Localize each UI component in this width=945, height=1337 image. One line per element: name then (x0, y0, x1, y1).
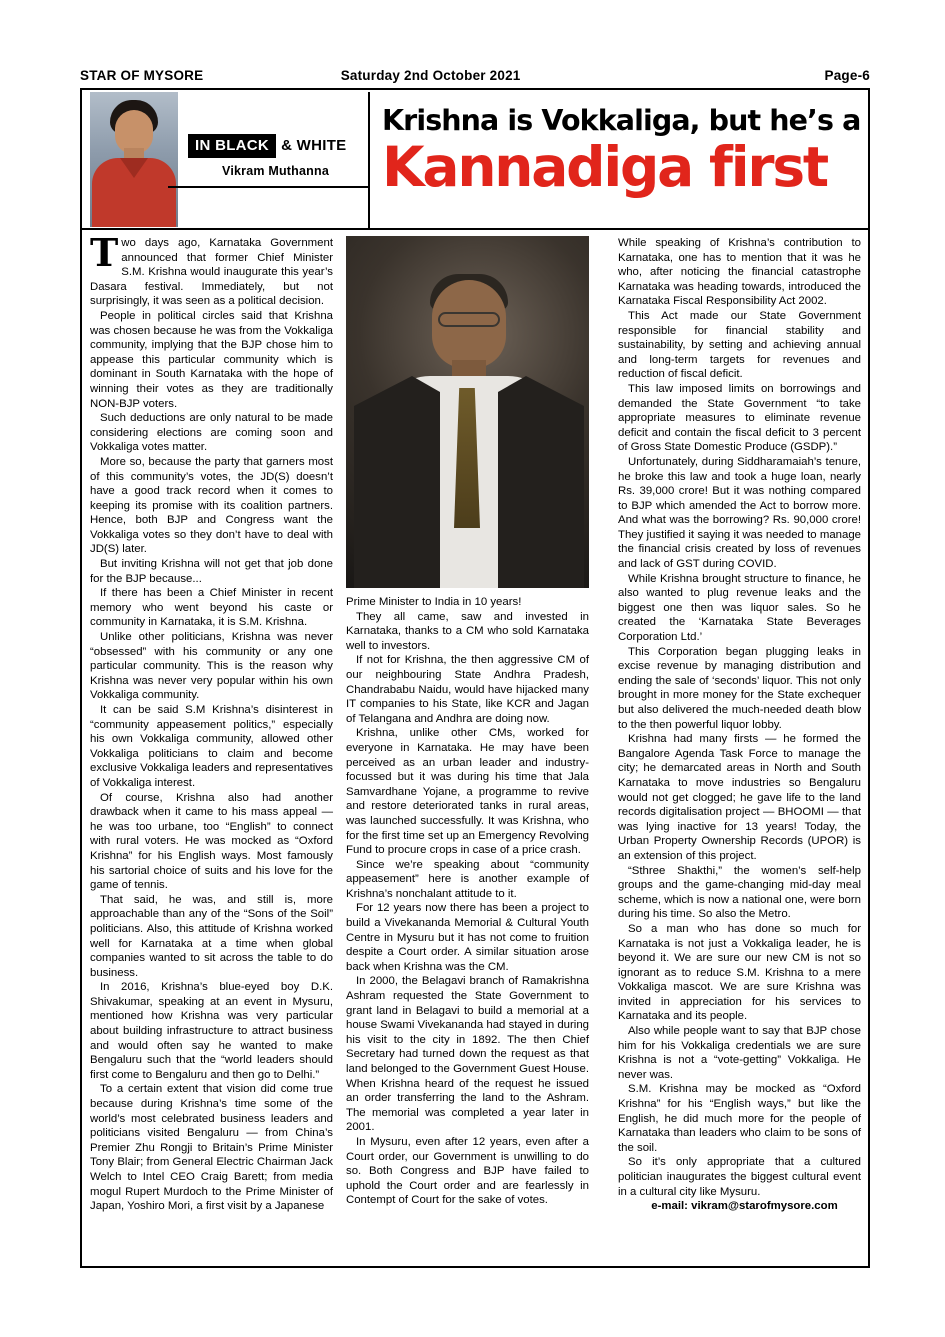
paragraph: S.M. Krishna may be mocked as “Oxford Krishna” for his “English ways,” but like the English, he did much more for the people of Karnataka than leaders who claim to be sons of the soil. (618, 1083, 861, 1154)
paragraph: So a man who has done so much for Karnataka is not just a Vokkaliga leader, he is beyond it. We are sure our new CM is not so ignorant as to reduce S.M. Krishna to a mere Vokkaliga mascot. We are sure Krishna was invited in appreciation for his services to Karnataka and its people. (618, 922, 861, 1023)
header-divider (82, 228, 868, 230)
paragraph: Krishna, unlike other CMs, worked for everyone in Karnataka. He may have been perceived as an urban leader and industry-focussed but it was during his time that Jala Samvardhane Yojane, a programme to revive and restore deteriorated tanks in rural areas, was launched successfully. It was Krishna, who for the first time set up an Emergency Revolving Fund to procure crops in case of a price crash. (346, 727, 589, 857)
headline-line-2: Kannadiga first (382, 135, 827, 199)
paragraph: If there has been a Chief Minister in recent memory who went beyond his caste or community in Karnataka, it is S.M. Krishna. (90, 587, 333, 629)
headline-line-1: Krishna is Vokkaliga, but he’s a (382, 104, 861, 137)
paragraph: Prime Minister to India in 10 years! (346, 596, 522, 608)
author-byline: Vikram Muthanna (222, 164, 329, 178)
column-badge-black: IN BLACK (188, 134, 276, 158)
paragraph: That said, he was, and still is, more approachable than any of the “Sons of the Soil” politicians. Also, this attitude of Krishna worked well for Karnataka at a time when global companies wanted to sit across the table to do business. (90, 893, 333, 979)
column-badge-white: & WHITE (276, 134, 352, 158)
paragraph: “Sthree Shakthi,” the women’s self-help groups and the game-changing mid-day meal scheme, which is now a national one, were born during his time. So also the Metro. (618, 864, 861, 921)
article-column-1 (90, 230, 333, 1262)
issue-date: Saturday 2nd October 2021 (340, 68, 521, 83)
article-column-3 (618, 236, 861, 1262)
paragraph: Such deductions are only natural to be made considering elections are coming soon and Vokkaliga votes matter. (90, 412, 333, 454)
paragraph: They all came, saw and invested in Karnataka, thanks to a CM who sold Karnataka well to investors. (346, 610, 589, 652)
paragraph: People in political circles said that Krishna was chosen because he was from the Vokkaliga community, implying that the BJP chose him to appease this particular community which is dominant in South Karnataka with the hope of winning their votes as they are traditionally NON-BJP voters. (90, 309, 333, 410)
paragraph: While speaking of Krishna’s contribution to Karnataka, one has to mention that it was he who, after noticing the financial catastrophe Karnataka was heading towards, introduced the Karnataka Fiscal Responsibility Act 2002. (618, 237, 861, 308)
paragraph: In 2016, Krishna’s blue-eyed boy D.K. Shivakumar, speaking at an event in Mysuru, mentioned how Krishna was very particular about building infrastructure to attract business and would often say he wanted to make Bengaluru such that the “world leaders should first come to Bengaluru and then go to Delhi.” (90, 981, 333, 1081)
header-vertical-divider (368, 92, 370, 228)
article-header (82, 90, 868, 230)
page-number: Page-6 (824, 68, 870, 83)
paragraph: It can be said S.M Krishna’s disinterest in “community appeasement politics,” especially his own Vokkaliga community, allowed other Vokkaliga politicians to claim and become exclusive Vokkaliga leaders and representatives of Vokkaliga interest. (90, 704, 333, 789)
paragraph: This Corporation began plugging leaks in excise revenue by managing distribution and ending the sale of ‘seconds’ liquor. This not only brought in more money for the State exchequer but also delivered the much-needed death blow to the then powerful liquor lobby. (618, 645, 861, 731)
paragraph: In Mysuru, even after 12 years, even after a Court order, our Government is unwilling to do so. Both Congress and BJP have failed to uphold the Court order and are fearlessly in Contempt of Court for the sake of votes. (346, 1135, 589, 1207)
publication-name: STAR OF MYSORE (80, 68, 204, 83)
paragraph: But inviting Krishna will not get that job done for the BJP because... (90, 558, 333, 585)
article-column-2 (346, 236, 589, 1262)
paragraph: This law imposed limits on borrowings and demanded the State Government “to take appropriate measures to eliminate revenue deficit and contain the fiscal deficit to 3 percent of Gross State Domestic Produce (GSDP).” (618, 382, 861, 454)
column-badge (188, 134, 353, 158)
article-photo (346, 236, 589, 588)
headline (382, 104, 861, 199)
paragraph: If not for Krishna, the then aggressive CM of our neighbouring State Andhra Pradesh, Chandrababu Naidu, would have hijacked many IT companies to his State, like KCR and Jagan of Telangana and Andhra are doing now. (346, 654, 589, 725)
paragraph: To a certain extent that vision did come true because during Krishna’s time some of the world’s most celebrated business leaders and politicians visited Bengaluru — from China’s Premier Zhu Rongji to Britain’s Prime Minister Tony Blair; from General Electric Chairman Jack Welch to Intel CEO Craig Barett; from media mogul Rupert Murdoch to the Prime Minister of Japan, Yoshiro Mori, a first visit by a Japanese (90, 1083, 333, 1213)
paragraph: More so, because the party that garners most of this community’s votes, the JD(S) doesn’t have a good track record when it comes to keeping its promise with its coalition partners. Hence, both BJP and Congress want the Vokkaliga votes so they don’t have to deal with JD(S) later. (90, 455, 333, 556)
masthead (80, 68, 870, 83)
author-email: e-mail: vikram@starofmysore.com (651, 1200, 838, 1213)
author-photo (90, 92, 178, 227)
paragraph: Since we’re speaking about “community appeasement” here is another example of Krishna’s nonchalant attitude to it. (346, 858, 589, 900)
paragraph: Unfortunately, during Siddharamaiah’s tenure, he broke this law and took a huge loan, nearly Rs. 39,000 crore! But it was nothing compared to BJP which amended the Act to borrow more. And what was the borrowing? Rs. 90,000 crore! They justified it saying it was needed to manage the financial crisis created by loss of revenues and lack of GST during COVID. (618, 455, 861, 571)
byline-divider (168, 186, 368, 188)
glasses-icon (438, 312, 500, 327)
paragraph: Krishna had many firsts — he formed the Bangalore Agenda Task Force to manage the city; he demarcated areas in North and South Karnataka to move industries so Bengaluru would not get clogged; he gave life to the land records digitalisation project — BHOOMI — that was lying inactive for 13 years! Today, the Urban Property Ownership Records (UPOR) is an extension of this project. (618, 733, 861, 862)
paragraph: Also while people want to say that BJP chose him for his Vokkaliga credentials we are sure Krishna is not a “vote-getting” Vokkaliga. He never was. (618, 1025, 861, 1081)
paragraph: For 12 years now there has been a project to build a Vivekananda Memorial & Cultural Youth Centre in Mysuru but it has not come to fruition despite a Court order. A similar situation arose back when Krishna was the CM. (346, 902, 589, 973)
paragraph: While Krishna brought structure to finance, he also wanted to plug revenue leaks and the biggest one then was liquor sales. So he created the ‘Karnataka State Beverages Corporation Ltd.’ (618, 572, 861, 644)
paragraph: Of course, Krishna also had another drawback when it came to his mass appeal — he was too urbane, too “English” to connect with rural voters. He was mocked as “Oxford Krishna” for his English ways. Most famously his sartorial choice of suits and his love for the game of tennis. (90, 791, 333, 892)
paragraph: Two days ago, Karnataka Government announced that former Chief Minister S.M. Krishna would inaugurate this year’s Dasara festival. Immediately, but not surprisingly, it was seen as a political decision. (90, 230, 333, 308)
paragraph: In 2000, the Belagavi branch of Ramakrishna Ashram requested the State Government to grant land in Belagavi to build a memorial at a house Swami Vivekananda had stayed in during his visit to the city in 1892. The then Chief Secretary had turned down the request as that land belonged to the Government Guest House. When Krishna heard of the request he issued an order transferring the land to the Ashram. The memorial was completed a year later in 2001. (346, 975, 589, 1134)
paragraph: So it’s only appropriate that a cultured politician inaugurates the biggest cultural event in a cultural city like Mysuru. (618, 1156, 861, 1198)
paragraph: Unlike other politicians, Krishna was never “obsessed” with his community or any one particular community. This is the reason why Krishna was never very popular within his own Vokkaliga community. (90, 631, 333, 702)
paragraph: This Act made our State Government responsible for financial stability and sustainability, by setting and achieving annual and long-term targets for revenues and reduction of fiscal deficit. (618, 309, 861, 381)
